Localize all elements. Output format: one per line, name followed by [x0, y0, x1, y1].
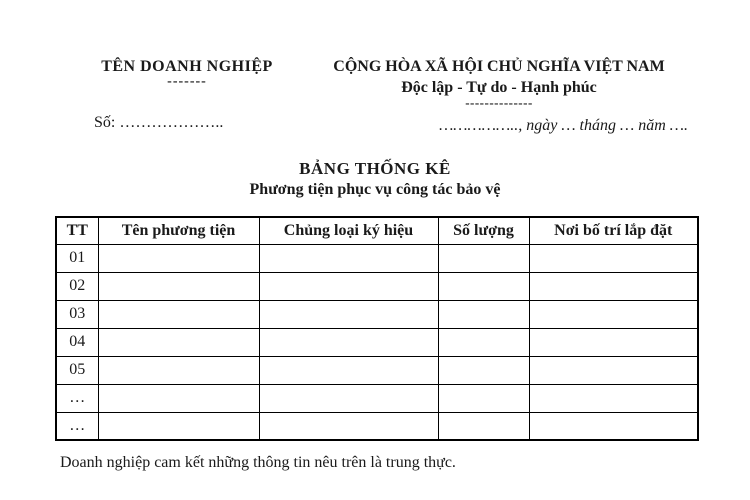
row-number-cell: 05 — [56, 356, 98, 384]
place-date-line: …………….., ngày … tháng … năm …. — [439, 117, 688, 134]
national-header-line1: CỘNG HÒA XÃ HỘI CHỦ NGHĨA VIỆT NAM — [333, 58, 665, 75]
cell-so-luong — [438, 356, 529, 384]
table-header-row — [56, 217, 698, 244]
document-number-line: Số: ……………….. — [94, 114, 224, 131]
row-number-cell: 02 — [56, 272, 98, 300]
national-header-block — [310, 58, 688, 135]
cell-so-luong — [438, 300, 529, 328]
row-number-cell: 03 — [56, 300, 98, 328]
header-cell-so-luong: Số lượng — [438, 217, 529, 244]
document-header — [0, 58, 750, 135]
company-name-title: TÊN DOANH NGHIỆP — [101, 58, 273, 75]
cell-ten-phuong-tien — [98, 244, 259, 272]
cell-ten-phuong-tien — [98, 384, 259, 412]
table-row — [56, 412, 698, 440]
cell-ten-phuong-tien — [98, 356, 259, 384]
cell-noi-bo-tri — [529, 328, 698, 356]
table-row — [56, 300, 698, 328]
cell-chung-loai — [259, 356, 438, 384]
table-row — [56, 356, 698, 384]
row-number-cell: … — [56, 384, 98, 412]
cell-chung-loai — [259, 244, 438, 272]
document-subtitle: Phương tiện phục vụ công tác bảo vệ — [249, 181, 501, 198]
national-motto-line: Độc lập - Tự do - Hạnh phúc — [401, 79, 597, 96]
table-row — [56, 244, 698, 272]
cell-so-luong — [438, 384, 529, 412]
commitment-statement: Doanh nghiệp cam kết những thông tin nêu trên là trung thực. — [60, 454, 456, 471]
cell-noi-bo-tri — [529, 412, 698, 440]
equipment-statistics-table — [55, 216, 699, 441]
cell-so-luong — [438, 244, 529, 272]
row-number-cell: 01 — [56, 244, 98, 272]
cell-noi-bo-tri — [529, 300, 698, 328]
cell-noi-bo-tri — [529, 244, 698, 272]
header-cell-ten-phuong-tien: Tên phương tiện — [98, 217, 259, 244]
cell-chung-loai — [259, 300, 438, 328]
cell-noi-bo-tri — [529, 272, 698, 300]
cell-chung-loai — [259, 272, 438, 300]
table-row — [56, 272, 698, 300]
header-cell-chung-loai-ky-hieu: Chủng loại ký hiệu — [259, 217, 438, 244]
company-header-block — [72, 58, 302, 132]
cell-ten-phuong-tien — [98, 412, 259, 440]
cell-noi-bo-tri — [529, 384, 698, 412]
company-header-divider: ------- — [167, 74, 207, 89]
cell-ten-phuong-tien — [98, 300, 259, 328]
national-header-divider: -------------- — [465, 95, 533, 110]
header-cell-tt: TT — [56, 217, 98, 244]
table-row — [56, 384, 698, 412]
cell-chung-loai — [259, 412, 438, 440]
row-number-cell: … — [56, 412, 98, 440]
table-row — [56, 328, 698, 356]
cell-so-luong — [438, 412, 529, 440]
cell-chung-loai — [259, 384, 438, 412]
cell-chung-loai — [259, 328, 438, 356]
cell-so-luong — [438, 272, 529, 300]
cell-ten-phuong-tien — [98, 328, 259, 356]
row-number-cell: 04 — [56, 328, 98, 356]
document-title: BẢNG THỐNG KÊ — [299, 159, 451, 178]
cell-noi-bo-tri — [529, 356, 698, 384]
header-cell-noi-bo-tri: Nơi bố trí lắp đặt — [529, 217, 698, 244]
cell-so-luong — [438, 328, 529, 356]
cell-ten-phuong-tien — [98, 272, 259, 300]
